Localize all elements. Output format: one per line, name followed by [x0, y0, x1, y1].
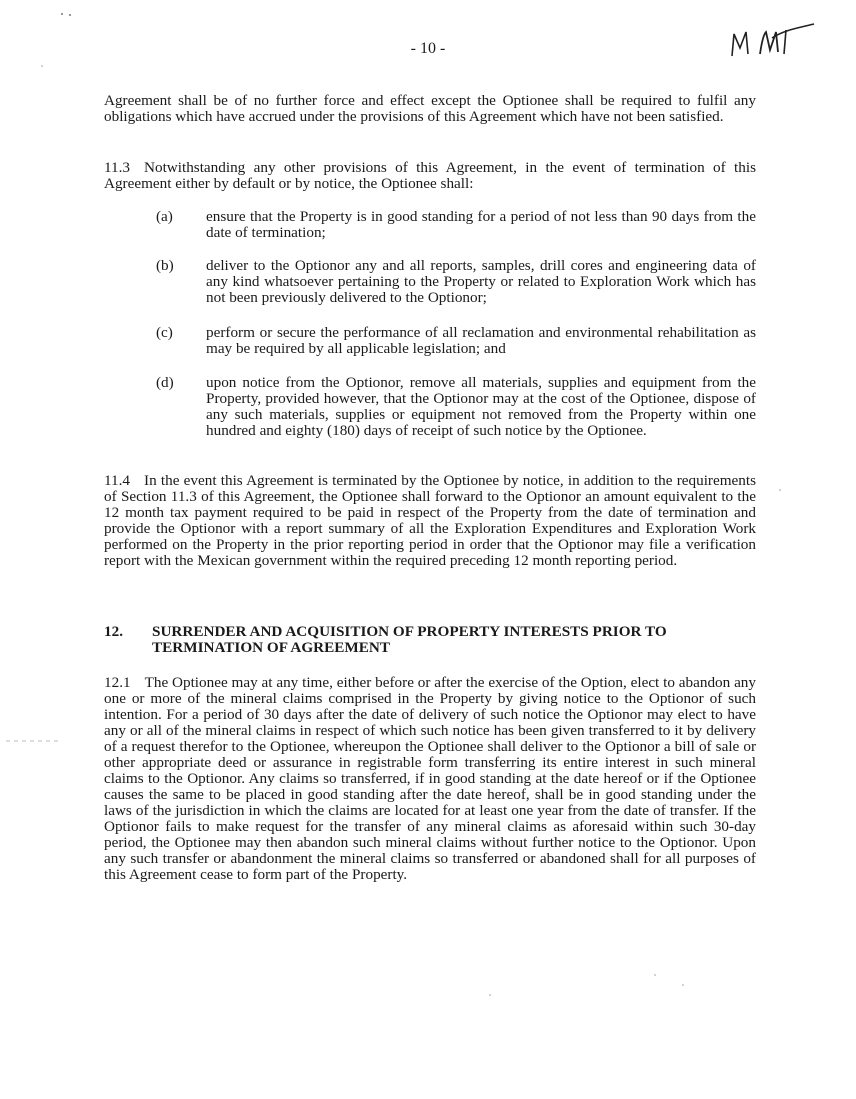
page-number: - 10 -: [410, 40, 446, 57]
list-item-label: (a): [156, 208, 173, 225]
list-item-text: ensure that the Property is in good standing for a period of not less than 90 days from the date of termination;: [206, 208, 756, 241]
list-item-label: (c): [156, 324, 173, 341]
list-item-text: upon notice from the Optionor, remove all materials, supplies and equipment from the Property, provided however, that the Optionor may at the cost of the Optionee, dispose of any such materials, supplies or equipment not removed from the Property within one hundred and eighty (180) days of receipt of such notice by the Optionee.: [206, 374, 756, 439]
paragraph-number: 11.4: [104, 472, 131, 489]
paragraph-text: In the event this Agreement is terminated by the Optionee by notice, in addition to the requirements of Section 11.3 of this Agreement, the Optionee shall forward to the Optionor an amount equivalent to the 12 month tax payment required to be paid in respect of the Property from the date of termination and provide the Optionor with a report summary of all the Exploration Expenditures and Exploration Work performed on the Property in the prior reporting period in order that the Optionor may file a verification report with the Mexican government within the required preceding 12 month reporting period.: [104, 472, 756, 569]
section-title: SURRENDER AND ACQUISITION OF PROPERTY INTERESTS PRIOR TO TERMINATION OF AGREEMENT: [152, 623, 667, 656]
section-number: 12.: [104, 623, 123, 640]
paragraph-text: The Optionee may at any time, either before or after the exercise of the Option, elect to abandon any one or more of the mineral claims comprised in the Property by giving notice to the Optionor of such intention. For a period of 30 days after the date of delivery of such notice the Optionor may elect to have any or all of the mineral claims in respect of which such notice has been given transferred to it by delivery of a request therefor to the Optionee, whereupon the Optionee shall deliver to the Optionor a bill of sale or other appropriate deed or assurance in registrable form transferring its entire interest in such mineral claims to the Optionor. Any claims so transferred, if in good standing at the date hereof or if the Optionee causes the same to be placed in good standing after the date hereof, shall be in good standing under the laws of the jurisdiction in which the claims are located for at least one year from the date of transfer. If the Optionor fails to make request for the transfer of any mineral claims as aforesaid within such 30-day period, the Optionee may then abandon such mineral claims without further notice to the Optionor. Upon any such transfer or abandonment the mineral claims so transferred or abandoned shall for all purposes of this Agreement cease to form part of the Property.: [104, 674, 756, 883]
carryover-paragraph: Agreement shall be of no further force and effect except the Optionee shall be required to fulfil any obligations which have accrued under the provisions of this Agreement which have not been satisfied.: [104, 92, 756, 125]
list-item-label: (b): [156, 257, 174, 274]
paragraph-text: Notwithstanding any other provisions of this Agreement, in the event of termination of this Agreement either by default or by notice, the Optionee shall:: [104, 159, 756, 192]
list-item-label: (d): [156, 374, 174, 391]
list-item-text: deliver to the Optionor any and all reports, samples, drill cores and engineering data of any kind whatsoever pertaining to the Property or related to Exploration Work which has not been previously delivered to the Optionor;: [206, 257, 756, 306]
paragraph-number: 12.1: [104, 674, 131, 691]
list-item-text: perform or secure the performance of all reclamation and environmental rehabilitation as may be required by all applicable legislation; and: [206, 324, 756, 357]
paragraph-number: 11.3: [104, 159, 131, 176]
